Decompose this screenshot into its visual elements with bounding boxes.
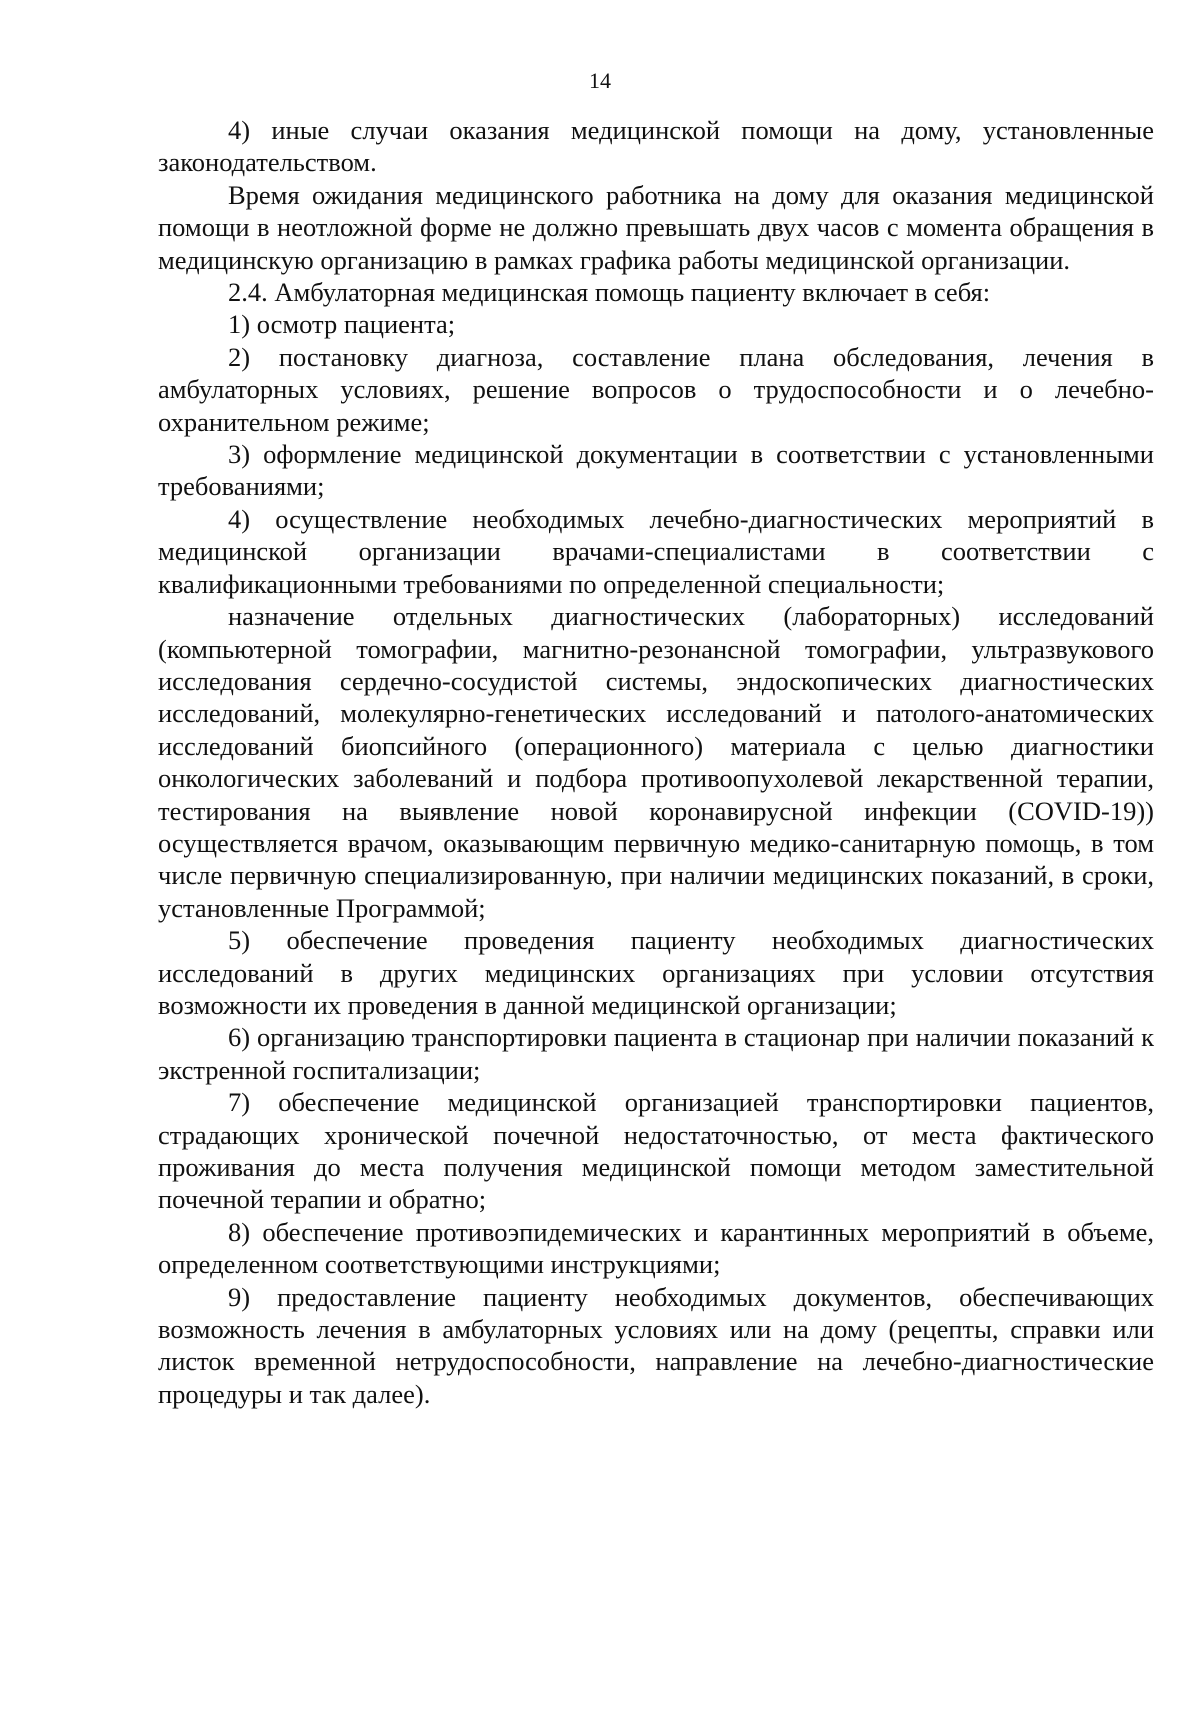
paragraph: 4) иные случаи оказания медицинской помощи на дому, установленные законодательством. <box>158 115 1154 178</box>
paragraph: назначение отдельных диагностических (лабораторных) исследований (компьютерной томографии, магнитно-резонансной томографии, ультразвукового исследования сердечно-сосудистой системы, эндоскопических диагностических исследований, молекулярно-генетических исследований и патолого-анатомических исследований биопсийного (операционного) материала с целью диагностики онкологических заболеваний и подбора противоопухолевой лекарственной терапии, тестирования на выявление новой коронавирусной инфекции (COVID-19)) осуществляется врачом, оказывающим первичную медико-санитарную помощь, в том числе первичную специализированную, при наличии медицинских показаний, в сроки, установленные Программой; <box>158 601 1154 923</box>
document-body <box>158 114 1154 1410</box>
paragraph: 9) предоставление пациенту необходимых документов, обеспечивающих возможность лечения в амбулаторных условиях или на дому (рецепты, справки или листок временной нетрудоспособности, направление на лечебно-диагностические процедуры и так далее). <box>158 1281 1154 1409</box>
paragraph: 2) постановку диагноза, составление плана обследования, лечения в амбулаторных условиях, решение вопросов о трудоспособности и о лечебно-охранительном режиме; <box>158 341 1154 437</box>
paragraph: 1) осмотр пациента; <box>228 309 456 340</box>
paragraph: 2.4. Амбулаторная медицинская помощь пациенту включает в себя: <box>228 277 991 308</box>
paragraph: 4) осуществление необходимых лечебно-диагностических мероприятий в медицинской организации врачами-специалистами в соответствии с квалификационными требованиями по определенной специальности; <box>158 503 1154 599</box>
paragraph: 3) оформление медицинской документации в соответствии с установленными требованиями; <box>158 439 1154 502</box>
paragraph: 8) обеспечение противоэпидемических и карантинных мероприятий в объеме, определенном соответствующими инструкциями; <box>158 1216 1154 1280</box>
paragraph: Время ожидания медицинского работника на дому для оказания медицинской помощи в неотложной форме не должно превышать двух часов с момента обращения в медицинскую организацию в рамках графика работы медицинской организации. <box>158 179 1154 275</box>
page-number: 14 <box>589 68 611 93</box>
paragraph: 7) обеспечение медицинской организацией транспортировки пациентов, страдающих хронической почечной недостаточностью, от места фактического проживания до места получения медицинской помощи методом заместительной почечной терапии и обратно; <box>158 1087 1154 1215</box>
paragraph: 5) обеспечение проведения пациенту необходимых диагностических исследований в других медицинских организациях при условии отсутствия возможности их проведения в данной медицинской организации; <box>158 925 1154 1020</box>
paragraph: 6) организацию транспортировки пациента в стационар при наличии показаний к экстренной госпитализации; <box>158 1022 1154 1085</box>
